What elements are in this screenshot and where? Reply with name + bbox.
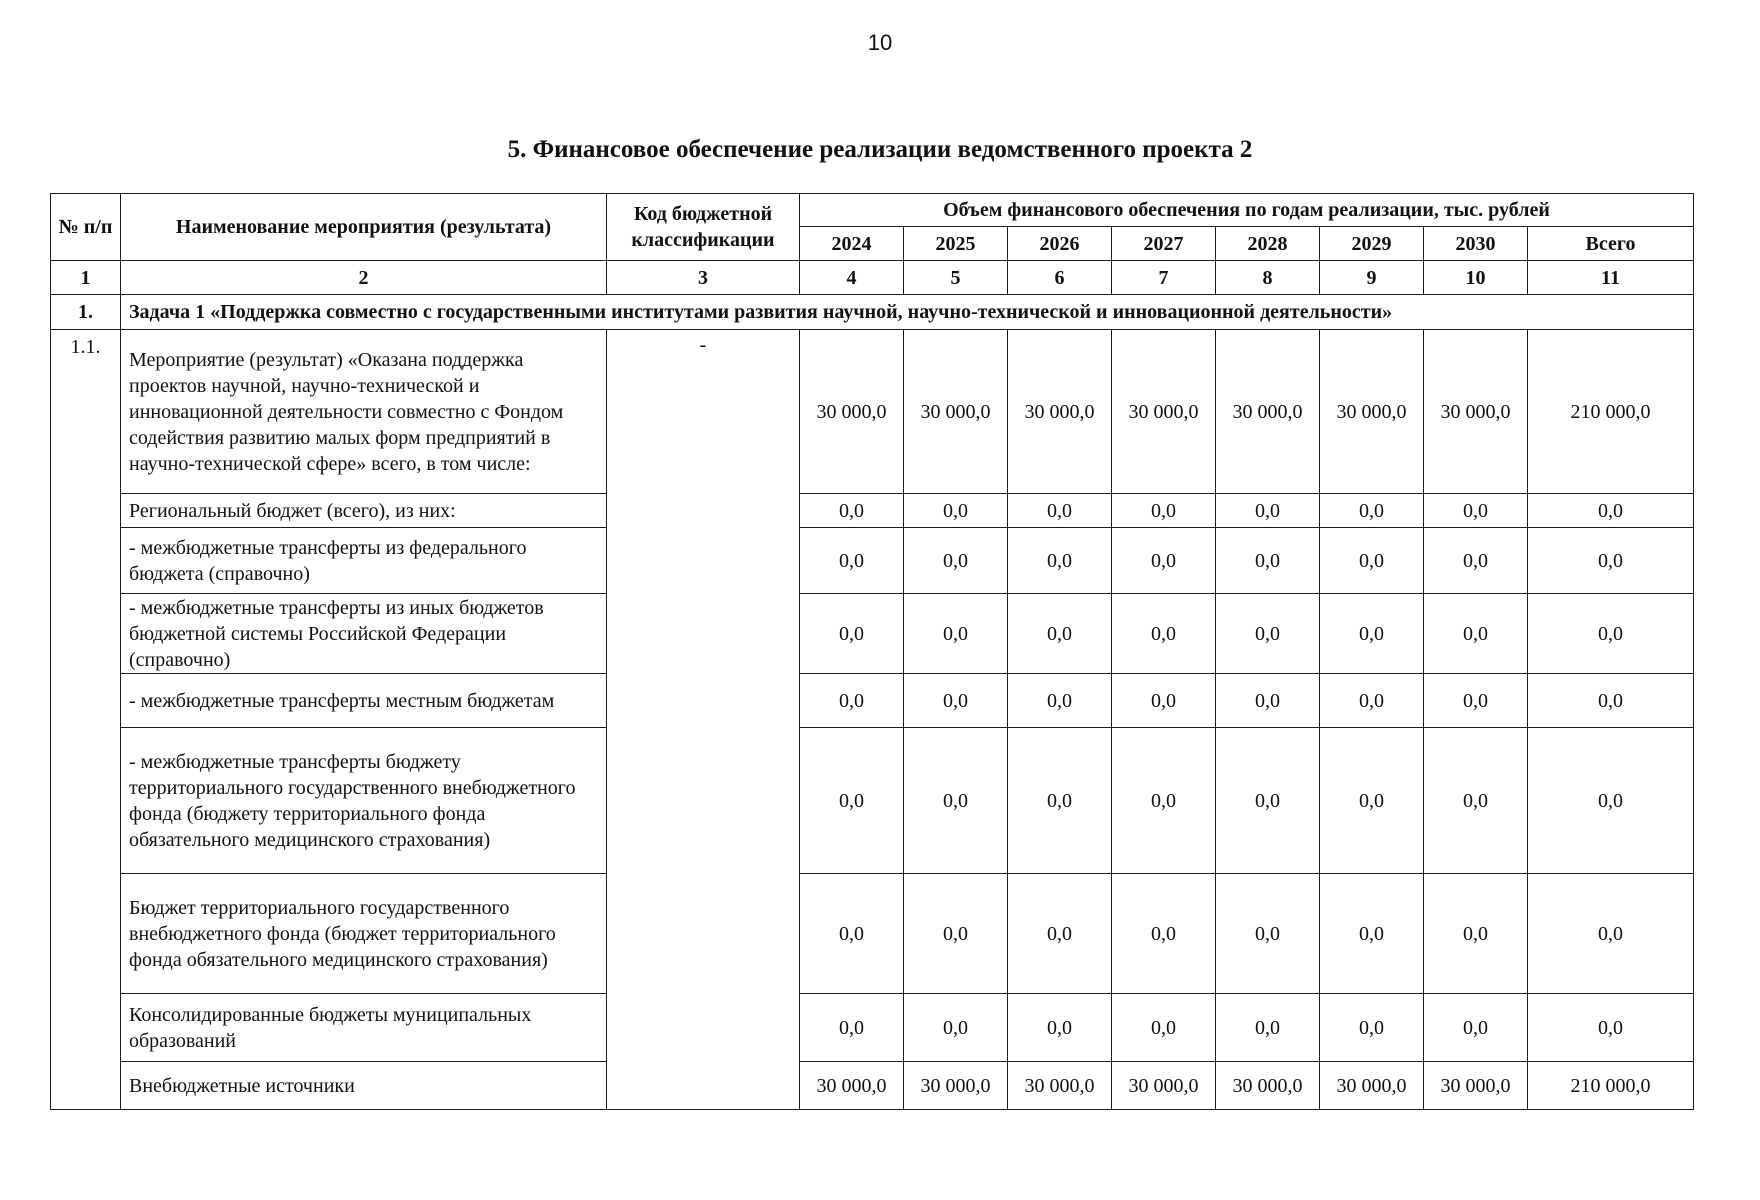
table-row [51, 528, 1694, 594]
section-title: 5. Финансовое обеспечение реализации ведомственного проекта 2 [507, 136, 1253, 163]
value-cell: 210 000,0 [1528, 330, 1694, 494]
value-cell: 0,0 [800, 528, 904, 594]
value-cell: 0,0 [904, 874, 1008, 994]
value-cell: 0,0 [1528, 674, 1694, 728]
value-cell: 0,0 [904, 674, 1008, 728]
value-cell: 0,0 [1216, 874, 1320, 994]
value-cell: 30 000,0 [800, 1062, 904, 1110]
value-cell: 0,0 [1424, 674, 1528, 728]
header-num: № п/п [51, 194, 121, 261]
value-cell: 0,0 [1528, 494, 1694, 528]
header-year: 2026 [1008, 227, 1112, 261]
value-cell: 0,0 [1216, 674, 1320, 728]
header-year: 2027 [1112, 227, 1216, 261]
value-cell: 0,0 [1528, 728, 1694, 874]
value-cell: 0,0 [1320, 874, 1424, 994]
column-number: 8 [1216, 261, 1320, 295]
column-number: 6 [1008, 261, 1112, 295]
value-cell: 30 000,0 [904, 1062, 1008, 1110]
value-cell: 0,0 [1424, 994, 1528, 1062]
value-cell: 0,0 [1008, 994, 1112, 1062]
header-year: 2024 [800, 227, 904, 261]
value-cell: 0,0 [800, 674, 904, 728]
row-name: Консолидированные бюджеты муниципальных образований [121, 994, 607, 1062]
task-title: Задача 1 «Поддержка совместно с государственными институтами развития научной, научно-технической и инновационной деятельности» [121, 295, 1694, 330]
value-cell: 30 000,0 [1112, 330, 1216, 494]
value-cell: 0,0 [1216, 494, 1320, 528]
value-cell: 0,0 [1320, 528, 1424, 594]
value-cell: 0,0 [904, 994, 1008, 1062]
table-row [51, 330, 1694, 494]
value-cell: 0,0 [1528, 594, 1694, 674]
value-cell: 0,0 [1320, 674, 1424, 728]
value-cell: 0,0 [800, 874, 904, 994]
value-cell: 30 000,0 [1008, 330, 1112, 494]
value-cell: 0,0 [1528, 994, 1694, 1062]
table-row [51, 1062, 1694, 1110]
value-cell: 30 000,0 [1008, 1062, 1112, 1110]
value-cell: 0,0 [904, 728, 1008, 874]
row-name: Бюджет территориального государственного внебюджетного фонда (бюджет территориального фонда обязательного медицинского страхования) [121, 874, 607, 994]
value-cell: 0,0 [1008, 674, 1112, 728]
value-cell: 0,0 [1424, 874, 1528, 994]
row-name: Региональный бюджет (всего), из них: [121, 494, 607, 528]
value-cell: 0,0 [1528, 874, 1694, 994]
value-cell: 0,0 [1112, 528, 1216, 594]
column-number: 4 [800, 261, 904, 295]
value-cell: 30 000,0 [1216, 330, 1320, 494]
value-cell: 0,0 [904, 528, 1008, 594]
row-name: - межбюджетные трансферты местным бюджетам [121, 674, 607, 728]
column-number: 10 [1424, 261, 1528, 295]
value-cell: 0,0 [1424, 494, 1528, 528]
header-code: Код бюджетной классификации [607, 194, 800, 261]
header-volume: Объем финансового обеспечения по годам реализации, тыс. рублей [800, 194, 1694, 227]
value-cell: 30 000,0 [1424, 330, 1528, 494]
value-cell: 0,0 [1424, 528, 1528, 594]
value-cell: 0,0 [1008, 494, 1112, 528]
value-cell: 0,0 [1216, 728, 1320, 874]
value-cell: 0,0 [1320, 994, 1424, 1062]
table-row [51, 674, 1694, 728]
row-name: - межбюджетные трансферты бюджету территориального государственного внебюджетного фонда (бюджету территориального фонда обязательного медицинского страхования) [121, 728, 607, 874]
value-cell: 0,0 [1528, 528, 1694, 594]
value-cell: 30 000,0 [1216, 1062, 1320, 1110]
value-cell: 0,0 [1112, 728, 1216, 874]
value-cell: 0,0 [904, 494, 1008, 528]
table-row [51, 594, 1694, 674]
column-number: 7 [1112, 261, 1216, 295]
header-year: 2028 [1216, 227, 1320, 261]
header-year: 2030 [1424, 227, 1528, 261]
value-cell: 0,0 [800, 494, 904, 528]
column-number: 9 [1320, 261, 1424, 295]
value-cell: 0,0 [800, 594, 904, 674]
value-cell: 0,0 [1112, 994, 1216, 1062]
column-number: 11 [1528, 261, 1694, 295]
financing-table [50, 193, 1694, 1110]
value-cell: 30 000,0 [904, 330, 1008, 494]
value-cell: 30 000,0 [1320, 1062, 1424, 1110]
column-number: 2 [121, 261, 607, 295]
value-cell: 0,0 [904, 594, 1008, 674]
table-row [51, 494, 1694, 528]
page-number: 10 [867, 30, 893, 55]
table-row [51, 994, 1694, 1062]
value-cell: 0,0 [1424, 728, 1528, 874]
value-cell: 0,0 [1320, 728, 1424, 874]
value-cell: 30 000,0 [1112, 1062, 1216, 1110]
value-cell: 0,0 [1112, 594, 1216, 674]
value-cell: 0,0 [1008, 594, 1112, 674]
value-cell: 0,0 [1216, 528, 1320, 594]
row-name: Мероприятие (результат) «Оказана поддержка проектов научной, научно-технической и инновационной деятельности совместно с Фондом содействия развитию малых форм предприятий в научно-технической сфере» всего, в том числе: [121, 330, 607, 494]
value-cell: 30 000,0 [1424, 1062, 1528, 1110]
row-name: - межбюджетные трансферты из иных бюджетов бюджетной системы Российской Федерации (справочно) [121, 594, 607, 674]
header-year: 2025 [904, 227, 1008, 261]
table-row [51, 728, 1694, 874]
table-row [51, 874, 1694, 994]
value-cell: 0,0 [1008, 728, 1112, 874]
value-cell: 0,0 [1112, 494, 1216, 528]
value-cell: 30 000,0 [800, 330, 904, 494]
value-cell: 0,0 [800, 994, 904, 1062]
item-code: - [607, 330, 800, 1110]
value-cell: 0,0 [1112, 674, 1216, 728]
header-year: 2029 [1320, 227, 1424, 261]
value-cell: 0,0 [1216, 994, 1320, 1062]
value-cell: 0,0 [1216, 594, 1320, 674]
header-year: Всего [1528, 227, 1694, 261]
value-cell: 0,0 [1008, 874, 1112, 994]
task-num: 1. [51, 295, 121, 330]
column-number: 3 [607, 261, 800, 295]
item-num: 1.1. [51, 330, 121, 1110]
value-cell: 0,0 [1320, 594, 1424, 674]
value-cell: 30 000,0 [1320, 330, 1424, 494]
column-number: 5 [904, 261, 1008, 295]
header-name: Наименование мероприятия (результата) [121, 194, 607, 261]
value-cell: 0,0 [1008, 528, 1112, 594]
value-cell: 0,0 [1424, 594, 1528, 674]
value-cell: 0,0 [1112, 874, 1216, 994]
value-cell: 210 000,0 [1528, 1062, 1694, 1110]
value-cell: 0,0 [800, 728, 904, 874]
row-name: - межбюджетные трансферты из федерального бюджета (справочно) [121, 528, 607, 594]
row-name: Внебюджетные источники [121, 1062, 607, 1110]
column-number: 1 [51, 261, 121, 295]
value-cell: 0,0 [1320, 494, 1424, 528]
